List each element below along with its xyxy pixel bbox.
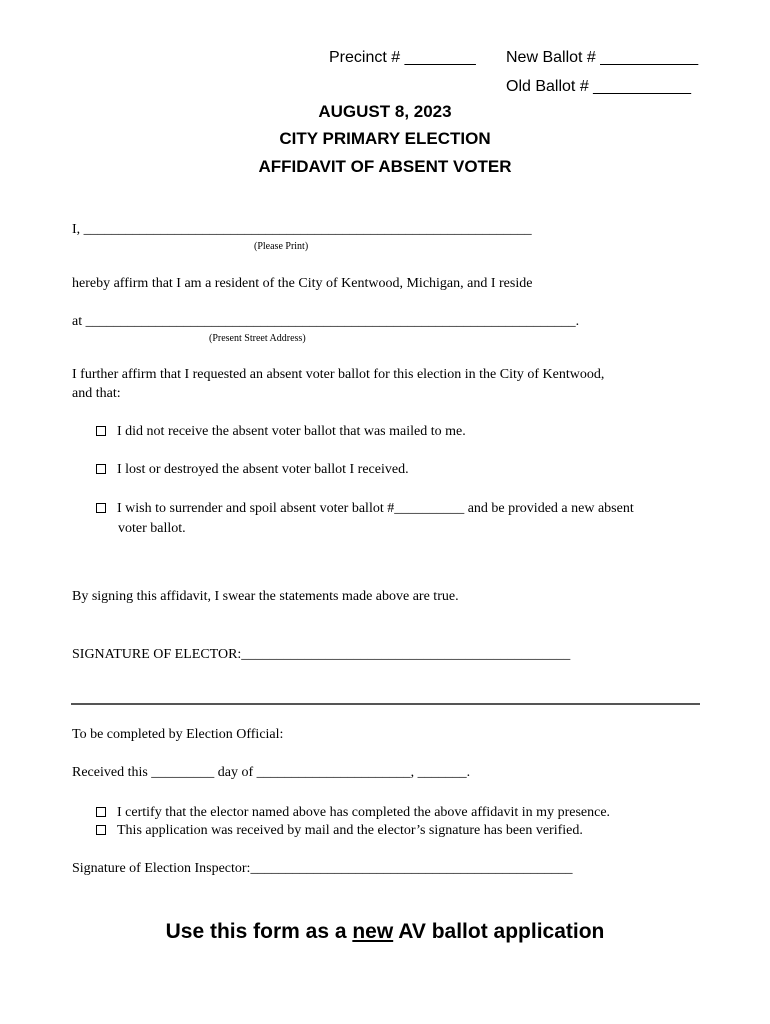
precinct-field: Precinct # ________	[329, 49, 476, 66]
new-ballot-field: New Ballot # ___________	[506, 49, 699, 66]
option-not-received	[96, 424, 466, 440]
certify-mail-item	[96, 823, 583, 839]
swear-statement: By signing this affidavit, I swear the statements made above are true.	[72, 589, 459, 604]
certify-label: This application was received by mail and the elector’s signature has been verified.	[117, 823, 583, 838]
checkbox-icon[interactable]	[96, 426, 106, 436]
official-heading: To be completed by Election Official:	[72, 727, 284, 742]
resident-statement: hereby affirm that I am a resident of the City of Kentwood, Michigan, and I reside	[72, 276, 533, 291]
footer-instruction	[0, 920, 770, 944]
certify-presence-item	[96, 805, 610, 821]
checkbox-icon[interactable]	[96, 503, 106, 513]
option-surrender-spoil	[96, 501, 634, 517]
option-label: I lost or destroyed the absent voter ballot I received.	[117, 462, 409, 477]
footer-text-pre: Use this form as a	[165, 920, 353, 943]
received-date-line: Received this _________ day of ______________________, _______.	[72, 765, 471, 780]
affidavit-title: AFFIDAVIT OF ABSENT VOTER	[258, 157, 512, 176]
elector-signature-line: SIGNATURE OF ELECTOR:_______________________________________________	[72, 647, 571, 662]
option-label: I did not receive the absent voter ballot that was mailed to me.	[117, 424, 466, 439]
old-ballot-field: Old Ballot # ___________	[506, 78, 692, 95]
address-line: at ______________________________________________________________________.	[72, 314, 580, 329]
address-hint: (Present Street Address)	[209, 333, 306, 344]
option-lost-destroyed	[96, 462, 409, 478]
checkbox-icon[interactable]	[96, 807, 106, 817]
checkbox-icon[interactable]	[96, 825, 106, 835]
request-statement-line2: and that:	[72, 386, 121, 401]
name-line: I, ________________________________________________________________	[72, 222, 532, 237]
option-label: I wish to surrender and spoil absent voter ballot #__________ and be provided a new absent	[117, 501, 634, 516]
name-hint: (Please Print)	[254, 241, 309, 252]
option-surrender-spoil-cont: voter ballot.	[118, 521, 186, 536]
election-date-title: AUGUST 8, 2023	[318, 102, 452, 121]
checkbox-icon[interactable]	[96, 464, 106, 474]
request-statement-line1: I further affirm that I requested an absent voter ballot for this election in the City of Kentwood,	[72, 367, 605, 382]
inspector-signature-line: Signature of Election Inspector:______________________________________________	[72, 861, 573, 876]
footer-text-post: AV ballot application	[393, 920, 605, 943]
certify-label: I certify that the elector named above has completed the above affidavit in my presence.	[117, 805, 611, 820]
footer-text-emphasis: new	[352, 920, 394, 943]
section-divider	[71, 703, 700, 705]
election-name-title: CITY PRIMARY ELECTION	[279, 129, 491, 148]
